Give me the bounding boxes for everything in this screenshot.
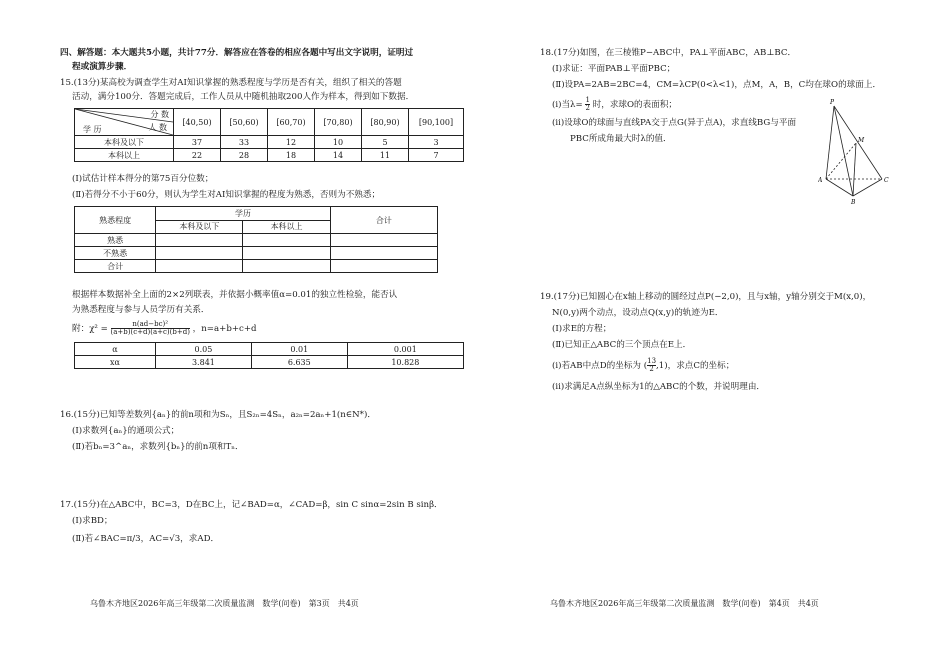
- cell: 5: [362, 136, 409, 149]
- cell: 14: [315, 149, 362, 162]
- q15-line4: 为熟悉程度与参与人员学历有关系．: [72, 305, 210, 315]
- q19-line2: N(0,y)两个动点，设动点Q(x,y)的轨迹为E．: [552, 308, 724, 318]
- label-M: M: [858, 137, 865, 144]
- half-den: 2: [585, 104, 590, 112]
- t2-sub1: 本科及以下: [156, 220, 243, 234]
- q19-l5b: ,1)，求点C的坐标；: [656, 361, 735, 371]
- cell: 18: [268, 149, 315, 162]
- t2-row: 不熟悉: [75, 247, 156, 260]
- header-edu: 学 历: [83, 125, 102, 134]
- label-A: A: [818, 177, 823, 184]
- q15-line3: 根据样本数据补全上面的2×2列联表，并依据小概率值α=0.01的独立性检验，能否认: [72, 290, 398, 300]
- q18-line5: (ⅱ)设球O的球面与直线PA交于点G(异于点A)，求直线BG与平面: [552, 118, 797, 128]
- cell: 12: [268, 136, 315, 149]
- q19-line4: (Ⅱ)已知正△ABC的三个顶点在E上．: [552, 340, 692, 350]
- formula-prefix: 附：χ² =: [72, 324, 108, 334]
- label-B: B: [851, 199, 856, 206]
- row-label: 本科及以下: [75, 136, 174, 149]
- t2-sub2: 本科以上: [243, 220, 330, 234]
- col-header: [40,50): [174, 109, 221, 136]
- q17-line3: (Ⅱ)若∠BAC=π/3，AC=√3，求AD．: [72, 534, 220, 544]
- half-frac: [585, 97, 589, 112]
- t2-h3: 合计: [330, 207, 437, 234]
- t2-h1: 熟悉程度: [75, 207, 156, 234]
- q15-part2: (Ⅱ)若得分不小于60分，则认为学生对AI知识掌握的程度为熟悉，否则为不熟悉；: [72, 190, 381, 200]
- x-val: 6.635: [251, 356, 347, 369]
- alpha-label: α: [75, 343, 156, 356]
- q16-line1: 16.(15分)已知等差数列{aₙ}的前n项和为Sₙ，且S₂ₙ=4Sₙ，a₂ₙ=2aₙ+1(n∈N*)．: [60, 410, 376, 420]
- score-table: [74, 108, 464, 162]
- q19-line1: 19.(17分)已知圆心在x轴上移动的圆经过点P(−2,0)，且与x轴，y轴分别交于M(x,0)，: [540, 292, 872, 302]
- formula-frac: [111, 321, 190, 336]
- cell: 28: [221, 149, 268, 162]
- q18-line4: [552, 96, 677, 114]
- cell: 11: [362, 149, 409, 162]
- q18-line3: (Ⅱ)设PA=2AB=2BC=4，CM=λCP(0<λ<1)，点M，A，B，C均在球O的球面上．: [552, 80, 882, 90]
- cell: 33: [221, 136, 268, 149]
- col-header: [50,60): [221, 109, 268, 136]
- q16-line3: (Ⅱ)若bₙ=3^aₙ，求数列{bₙ}的前n项和Tₙ．: [72, 442, 244, 452]
- q19-line3: (Ⅰ)求E的方程；: [552, 324, 612, 334]
- tetrahedron-figure: [818, 96, 898, 206]
- t2-h2: 学历: [156, 207, 330, 221]
- q19-line6: (ⅱ)求满足A点纵坐标为1的△ABC的个数，并说明理由．: [552, 382, 766, 392]
- q18-l4b: 时，求球O的表面积；: [592, 100, 678, 110]
- label-C: C: [884, 177, 889, 184]
- footer-page4: 乌鲁木齐地区2026年高三年级第二次质量监测 数学(问卷) 第4页 共4页: [550, 599, 819, 608]
- row-label: 本科以上: [75, 149, 174, 162]
- t2-row: 熟悉: [75, 234, 156, 247]
- alpha-val: 0.05: [156, 343, 252, 356]
- q15-line1: 15.(13分)某高校为调查学生对AI知识掌握的熟悉程度与学历是否有关，组织了相关的答题: [60, 78, 402, 88]
- q18-line6: PBC所成角最大时λ的值．: [570, 134, 672, 144]
- formula-den: (a+b)(c+d)(a+c)(b+d): [110, 328, 190, 336]
- col-header: [80,90): [362, 109, 409, 136]
- q19-line5: (ⅰ)若AB中点D的坐标为 ( $\frac{13}{2}$ ,1)，求点C的坐标；: [552, 357, 735, 373]
- x-val: 10.828: [347, 356, 463, 369]
- alpha-val: 0.01: [251, 343, 347, 356]
- alpha-val: 0.001: [347, 343, 463, 356]
- formula-suffix: ，n=a+b+c+d: [192, 324, 257, 334]
- x-label: xα: [75, 356, 156, 369]
- header-score: 分 数: [150, 110, 169, 119]
- q18-line1: 18.(17分)如图，在三棱锥P−ABC中，PA⊥平面ABC，AB⊥BC．: [540, 48, 797, 58]
- cell: 37: [174, 136, 221, 149]
- contingency-table: [74, 206, 438, 273]
- header-count: 人 数: [148, 123, 167, 132]
- cell: 10: [315, 136, 362, 149]
- q19-l5a: (ⅰ)若AB中点D的坐标为: [552, 361, 642, 371]
- section-title: 四、解答题：本大题共5小题，共计77分．解答应在答卷的相应各题中写出文字说明，证明过: [60, 48, 414, 58]
- cell: 7: [409, 149, 464, 162]
- diag-header-cell: [75, 109, 174, 136]
- cell: 3: [409, 136, 464, 149]
- q16-line2: (Ⅰ)求数列{aₙ}的通项公式；: [72, 426, 180, 436]
- footer-page3: 乌鲁木齐地区2026年高三年级第二次质量监测 数学(问卷) 第3页 共4页: [90, 599, 359, 608]
- x-val: 3.841: [156, 356, 252, 369]
- col-header: [70,80): [315, 109, 362, 136]
- cell: 22: [174, 149, 221, 162]
- critical-table: [74, 342, 464, 369]
- q15-line2: 活动，满分100分．答题完成后，工作人员从中随机抽取200人作为样本，得到如下数据．: [72, 92, 415, 102]
- section-title-cont: 程或演算步骤．: [72, 62, 133, 72]
- q17-line2: (Ⅰ)求BD；: [72, 516, 113, 526]
- q18-line2: (Ⅰ)求证：平面PAB⊥平面PBC；: [552, 64, 676, 74]
- q17-line1: 17.(15分)在△ABC中，BC=3，D在BC上，记∠BAD=α，∠CAD=β，sin C sinα=2sin B sinβ．: [60, 500, 443, 510]
- label-P: P: [830, 99, 835, 106]
- coord-num: 13: [647, 357, 657, 365]
- col-header: [90,100]: [409, 109, 464, 136]
- col-header: [60,70): [268, 109, 315, 136]
- half-num: 1: [585, 96, 590, 104]
- coord-den: 2: [649, 365, 654, 373]
- formula-num: n(ad−bc)²: [111, 321, 190, 329]
- t2-row: 合计: [75, 260, 156, 273]
- q18-l4a: (ⅰ)当λ=: [552, 100, 583, 110]
- coord-frac: [647, 358, 656, 373]
- q15-part1: (Ⅰ)试估计样本得分的第75百分位数；: [72, 174, 214, 184]
- chi-formula: [72, 318, 257, 340]
